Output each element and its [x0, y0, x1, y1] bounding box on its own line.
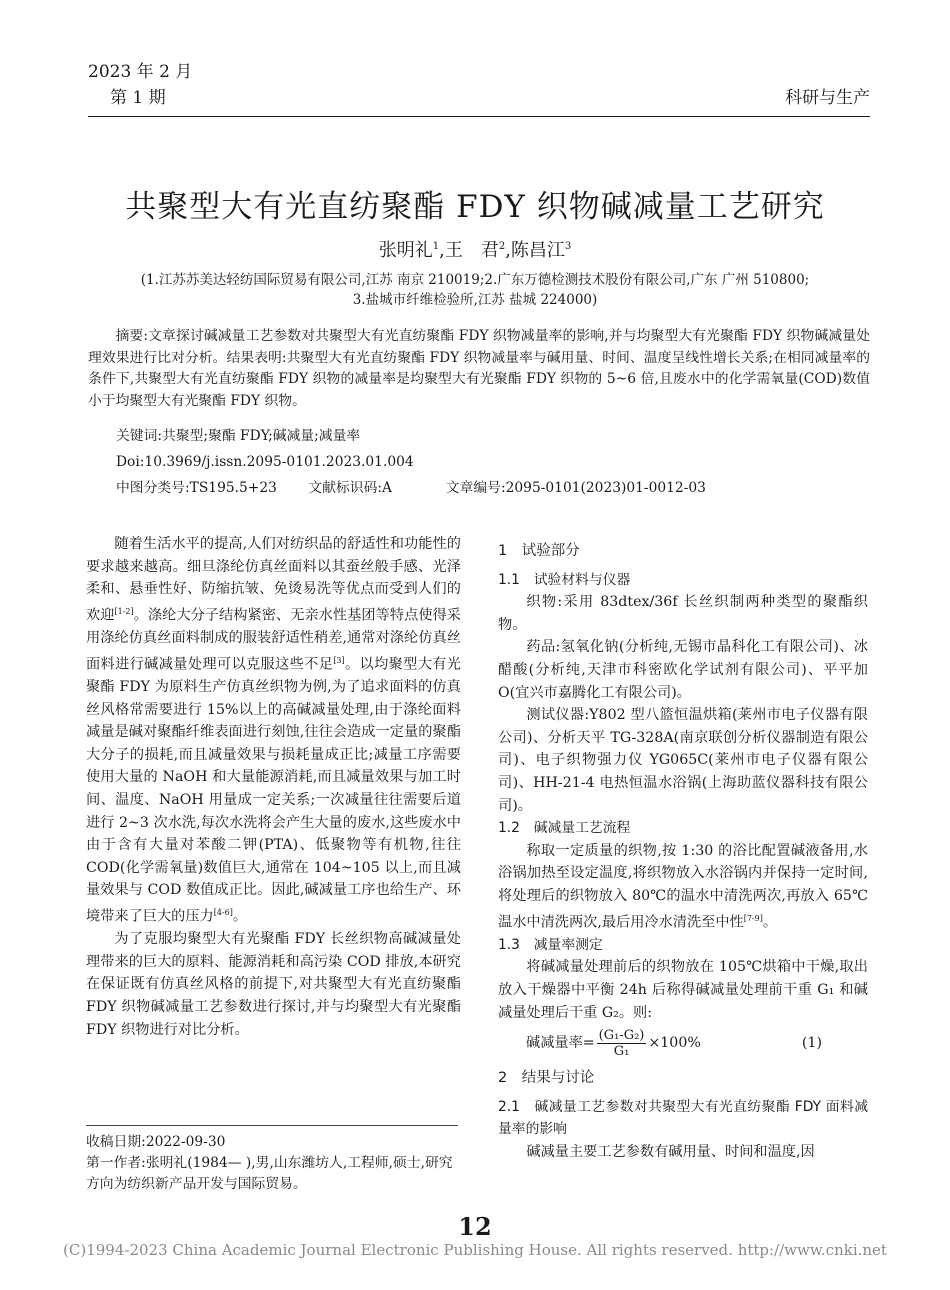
equation-1 [526, 1028, 868, 1059]
author-name: 陈昌江 [510, 240, 565, 261]
classification-line [116, 478, 876, 499]
body-paragraph: 织物:采用 83dtex/36f 长丝织制两种类型的聚酯织物。 [498, 594, 868, 633]
author-affil-mark: 3 [564, 241, 572, 252]
body-paragraph [498, 840, 868, 934]
header-rule [88, 116, 870, 117]
formula-fraction [597, 1028, 647, 1059]
keywords: 关键词:共聚型;聚酯 FDY;碱减量;减量率 [116, 428, 361, 444]
citation: [1-2] [114, 606, 134, 616]
author-list: 张明礼$^1$,王 君$^2$,陈昌江$^3$ [378, 240, 572, 261]
author-name: 张明礼 [378, 240, 433, 261]
page-number: 12 [458, 1212, 492, 1241]
intro-paragraph: 为了克服均聚型大有光聚酯 FDY 长丝织物高碱减量处理带来的巨大的原料、能源消耗和高污染 COD 排放,本研究在保证既有仿真丝风格的前提下,对共聚型大有光直纺聚酯 FDY 织物碱减量工艺参数进行探讨,并与均聚型大有光聚酯 FDY 织物进行对比分析。 [86, 931, 461, 1038]
formula-denominator: G₁ [613, 1044, 630, 1060]
author-name: 王 君 [444, 240, 499, 261]
section-heading: 1 试验部分 [498, 543, 580, 559]
footnote-rule [86, 1125, 458, 1126]
subsection-heading: 1.2 碱减量工艺流程 [498, 820, 631, 837]
doi: Doi:10.3969/j.issn.2095-0101.2023.01.004 [116, 454, 414, 470]
document-code: 文献标识码:A [308, 480, 392, 496]
paper-title: 共聚型大有光直纺聚酯 FDY 织物碱减量工艺研究 [125, 189, 825, 225]
article-number: 文章编号:2095-0101(2023)01-0012-03 [445, 480, 706, 496]
body-text: 称取一定质量的织物,按 1:30 的浴比配置碱液备用,水浴锅加热至设定温度,将织物放入水浴锅内并保持一定时间,将处理后的织物放入 80℃的温水中清洗两次,再放入 65℃温水中清洗两次,最后用冷水清洗至中性 [498, 842, 868, 931]
formula-rhs: ×100% [648, 1035, 701, 1052]
intro-text: 。涤纶大分子结构紧密、无亲水性基团等特点使得采用涤纶仿真丝面料制成的服装舒适性稍差,通常对涤纶仿真丝面料进行碱减量处理可以克服这些不足 [86, 607, 461, 673]
journal-section: 科研与生产 [785, 88, 870, 108]
clc-number: 中图分类号:TS195.5+23 [116, 480, 277, 496]
author-affil-mark: 1 [432, 241, 440, 252]
body-paragraph: 将碱减量处理前后的织物放在 105℃烘箱中干燥,取出放入干燥器中平衡 24h 后称得碱减量处理前干重 G₁ 和碱减量处理后干重 G₂。则: [498, 959, 868, 1021]
formula-numerator: (G₁-G₂) [598, 1028, 645, 1044]
journal-date: 2023 年 2 月 [88, 62, 193, 82]
affiliation-line: (1.江苏苏美达轻纺国际贸易有限公司,江苏 南京 210019;2.广东万德检测技术股份有限公司,广东 广州 510800; [140, 272, 810, 288]
equation-number: (1) [801, 1035, 822, 1052]
intro-paragraph [86, 533, 461, 928]
formula-lhs: 碱减量率= [526, 1035, 595, 1052]
citation: [3] [333, 655, 345, 665]
footnote [86, 1132, 461, 1195]
received-date: 收稿日期:2022-09-30 [86, 1134, 226, 1150]
body-paragraph: 药品:氢氧化钠(分析纯,无锡市晶科化工有限公司)、冰醋酸(分析纯,天津市科密欧化学试剂有限公司)、平平加 O(宜兴市嘉腾化工有限公司)。 [498, 639, 868, 701]
left-column [86, 533, 461, 1041]
citation: [7-9] [743, 913, 763, 923]
affiliation-line: 3.盐城市纤维检验所,江苏 盐城 224000) [352, 292, 598, 308]
intro-text: 随着生活水平的提高,人们对纺织品的舒适性和功能性的要求越来越高。细旦涤纶仿真丝面料以其蚕丝般手感、光泽柔和、悬垂性好、防缩抗皱、免烫易洗等优点而受到人们的欢迎 [86, 536, 461, 624]
abstract: 摘要:文章探讨碱减量工艺参数对共聚型大有光直纺聚酯 FDY 织物减量率的影响,并与均聚型大有光聚酯 FDY 织物碱减量处理效果进行比对分析。结果表明:共聚型大有光直纺聚酯 FDY 织物减量率与碱用量、时间、温度呈线性增长关系;在相同减量率的条件下,共聚型大有光直纺聚酯 FDY 织物的减量率是均聚型大有光聚酯 FDY 织物的 5~6 倍,且废水中的化学需氧量(COD)数值小于均聚型大有光聚酯 FDY 织物。 [88, 328, 870, 409]
body-text: 。 [762, 914, 778, 931]
journal-issue: 第 1 期 [110, 88, 166, 108]
right-column [498, 540, 868, 1164]
section-heading: 2 结果与讨论 [498, 1070, 595, 1087]
citation: [4-6] [213, 907, 233, 917]
intro-text: 。 [232, 908, 248, 925]
author-info: 第一作者:张明礼(1984— ),男,山东潍坊人,工程师,硕士,研究方向为纺织新产品开发与国际贸易。 [86, 1155, 453, 1192]
affiliations [60, 270, 890, 310]
body-paragraph: 碱减量主要工艺参数有碱用量、时间和温度,因 [526, 1143, 815, 1160]
author-affil-mark: 2 [498, 241, 506, 252]
subsection-heading: 1.1 试验材料与仪器 [498, 571, 631, 588]
subsection-heading: 2.1 碱减量工艺参数对共聚型大有光直纺聚酯 FDY 面料减量率的影响 [498, 1098, 868, 1138]
intro-text: 。以均聚型大有光聚酯 FDY 为原料生产仿真丝织物为例,为了追求面料的仿真丝风格常需要进行 15%以上的高碱减量处理,由于涤纶面料减量是碱对聚酯纤维表面进行刻蚀,往往会造成一定量的聚酯大分子的损耗,而且减量效果与损耗量成正比;减量工序需要使用大量的 NaOH 和大量能源消耗,而且减量效果与加工时间、温度、NaOH 用量成一定关系;一次减量往往需要后道进行 2~3 次水洗,每次水洗将会产生大量的废水,这些废水中由于含有大量对苯酸二钾(PTA)、低聚物等有机物,往往 COD(化学需氧量)数值巨大,通常在 104~105 以上,而且减量效果与 COD 数值成正比。因此,碱减量工序也给生产、环境带来了巨大的压力 [86, 656, 461, 925]
body-paragraph: 测试仪器:Y802 型八篮恒温烘箱(莱州市电子仪器有限公司)、分析天平 TG-328A(南京联创分析仪器制造有限公司)、电子织物强力仪 YG065C(莱州市电子仪器有限公司)、HH-21-4 电热恒温水浴锅(上海助蓝仪器科技有限公司)。 [498, 707, 868, 814]
subsection-heading: 1.3 减量率测定 [498, 936, 603, 953]
copyright-notice: (C)1994-2023 China Academic Journal Electronic Publishing House. All rights reserved. http://www.cnki.net [63, 1241, 887, 1259]
